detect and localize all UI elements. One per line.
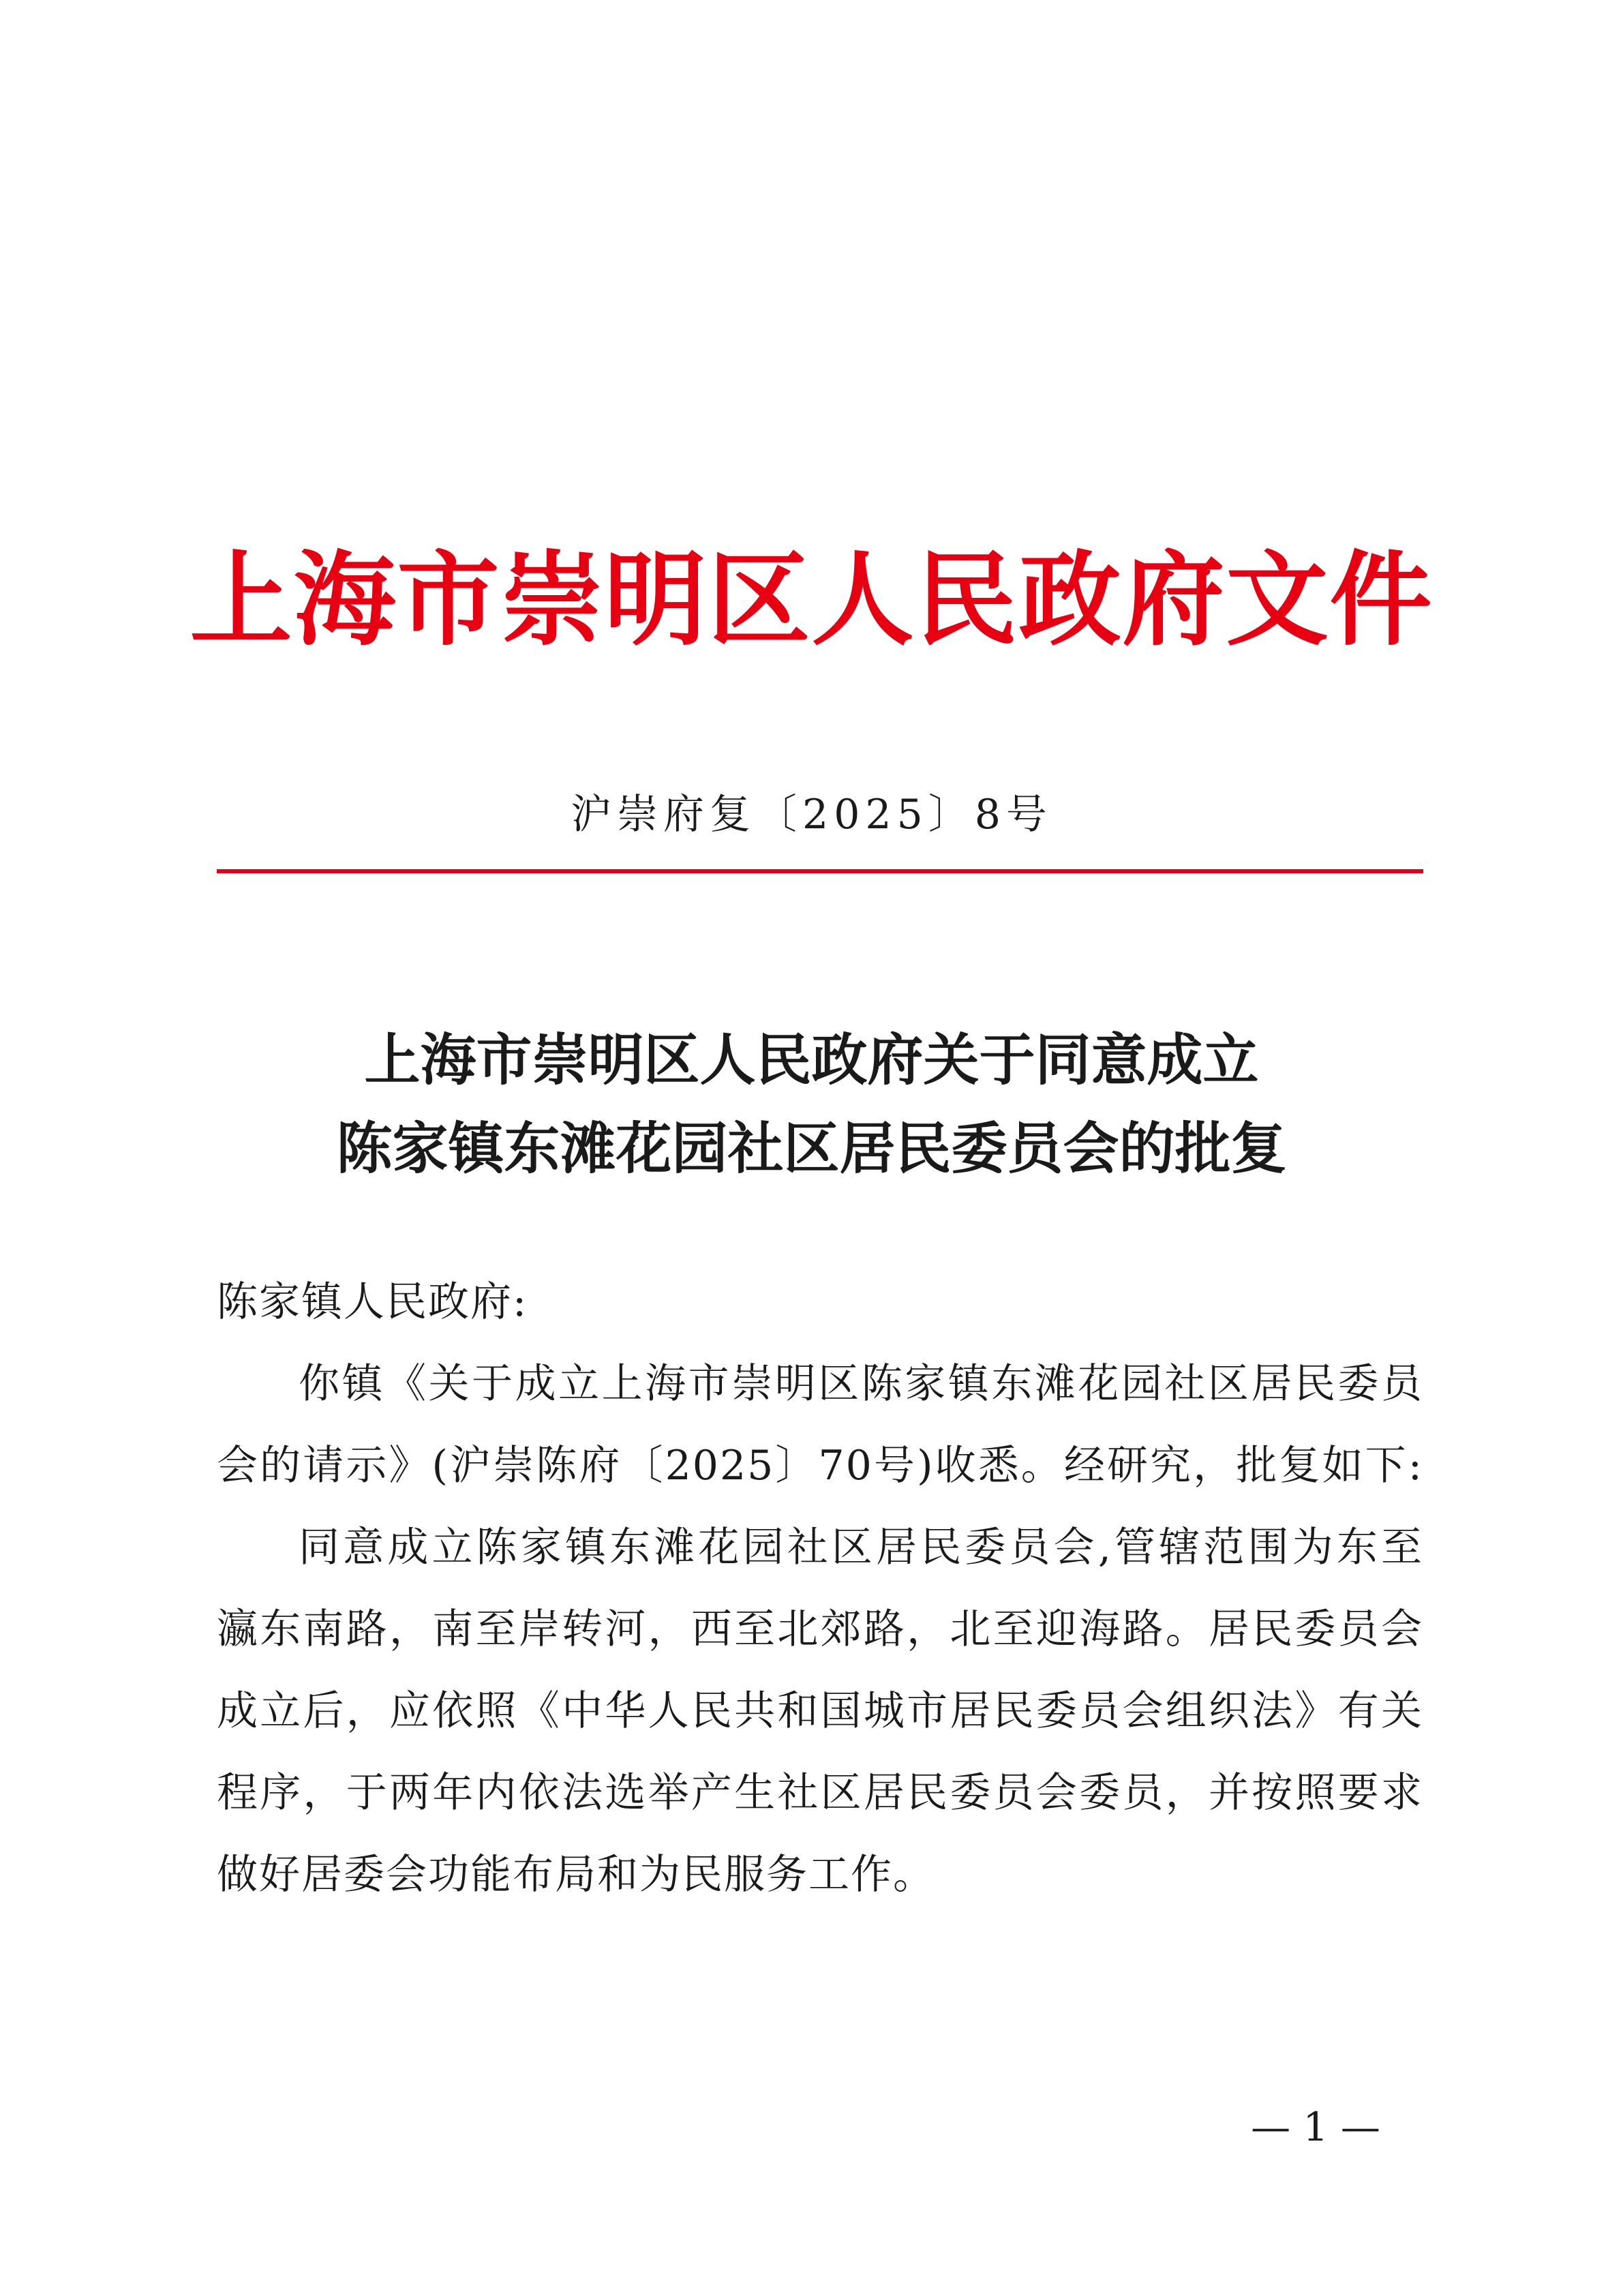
- document-title-line-2: 陈家镇东滩花园社区居民委员会的批复: [336, 1116, 1287, 1181]
- addressee: 陈家镇人民政府:: [217, 1278, 528, 1326]
- body-paragraph-2-line-5: 做好居委会功能布局和为民服务工作。: [217, 1851, 935, 1899]
- document-number: 沪崇府复〔2025〕8号: [571, 791, 1052, 839]
- document-title-line-1: 上海市崇明区人民政府关于同意成立: [364, 1027, 1259, 1093]
- document-title: [0, 1016, 1623, 1193]
- body-paragraph-1-line-1: 你镇《关于成立上海市崇明区陈家镇东滩花园社区居民委员: [299, 1360, 1423, 1408]
- body-paragraph-1-line-2: 会的请示》(沪崇陈府〔2025〕70号)收悉。经研究，批复如下:: [217, 1442, 1423, 1490]
- body-paragraph-2-line-4: 程序，于两年内依法选举产生社区居民委员会委员，并按照要求: [217, 1769, 1423, 1817]
- body-paragraph-2-line-1: 同意成立陈家镇东滩花园社区居民委员会,管辖范围为东至: [299, 1524, 1423, 1571]
- masthead-title: 上海市崇明区人民政府文件: [189, 540, 1434, 660]
- page-number: — 1 —: [1251, 2104, 1380, 2150]
- red-divider-line: [217, 869, 1423, 873]
- body-paragraph-2-line-3: 成立后，应依照《中华人民共和国城市居民委员会组织法》有关: [217, 1687, 1423, 1735]
- body-paragraph-2-line-2: 瀛东南路，南至岸转河，西至北郊路，北至迎海路。居民委员会: [217, 1605, 1423, 1653]
